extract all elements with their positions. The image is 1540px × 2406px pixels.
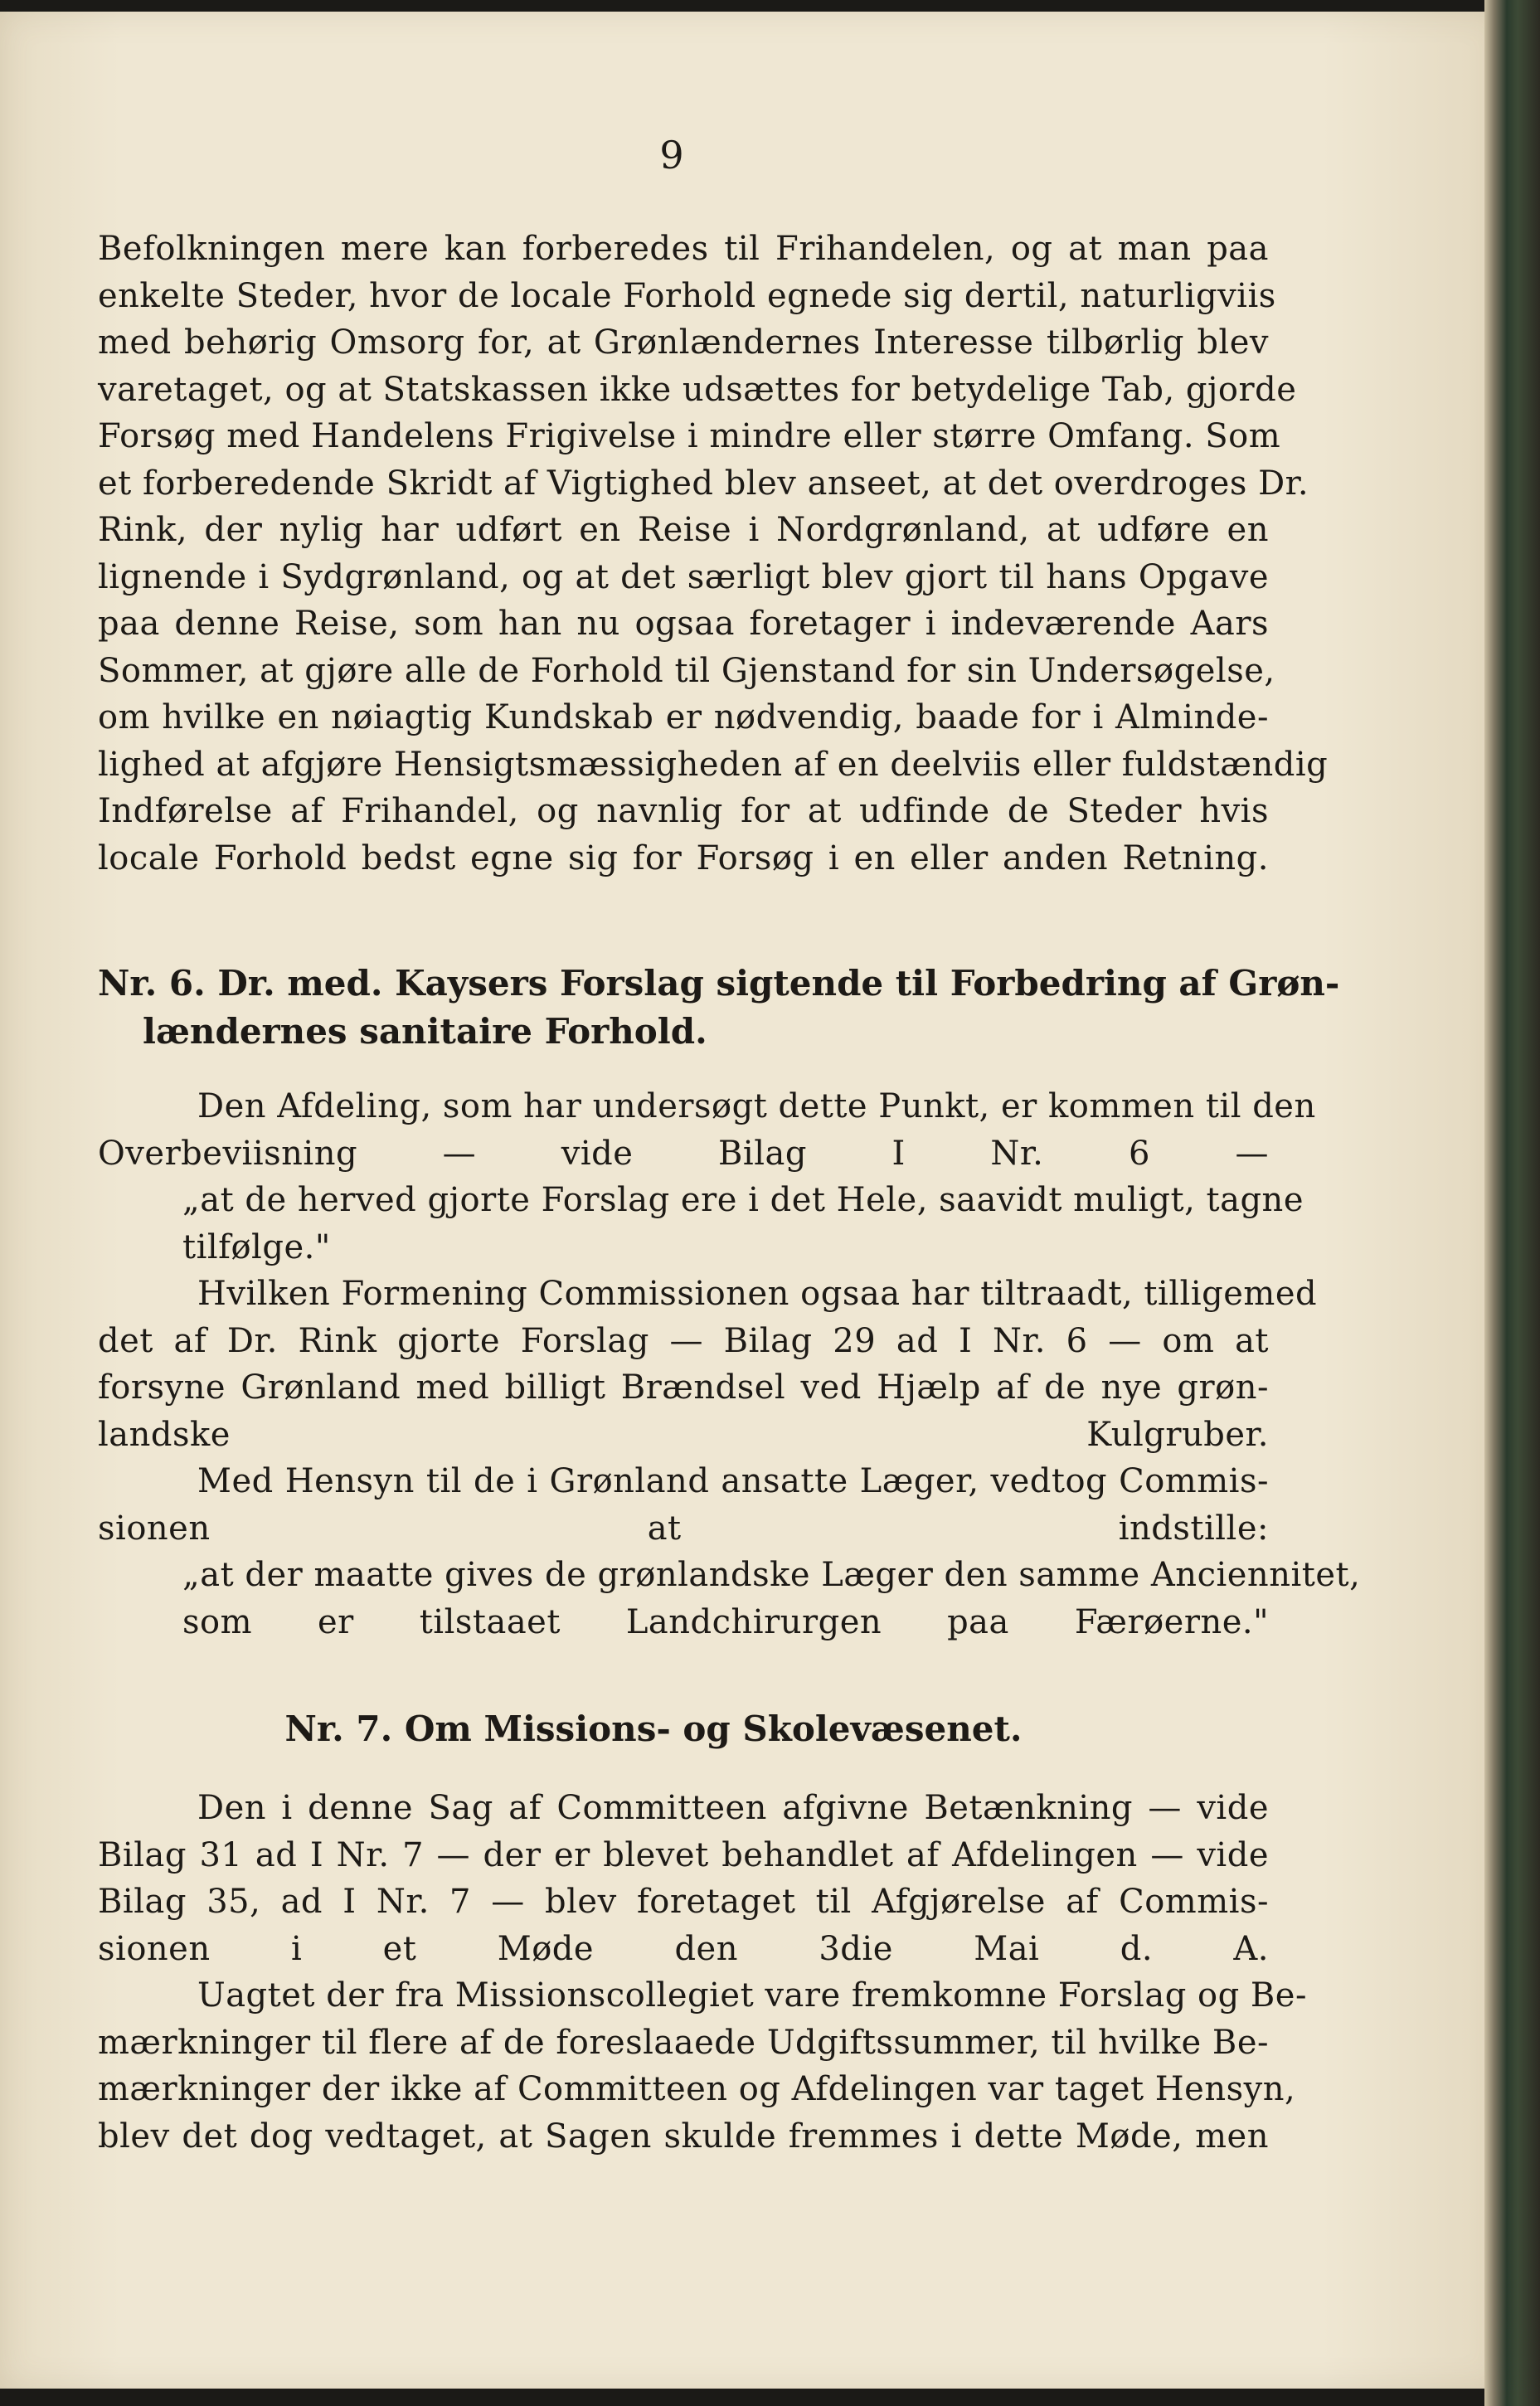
text-line: lighed at afgjøre Hensigtsmæssigheden af en deelviis eller fuldstændig xyxy=(98,745,1329,784)
text-line: Overbeviisning — vide Bilag I Nr. 6 — xyxy=(98,1134,1269,1173)
section-heading-nr-7: Nr. 7. Om Missions- og Skolevæsenet. xyxy=(284,1709,1023,1749)
section-heading-nr-6 xyxy=(98,960,1340,1056)
text-line: om hvilke en nøiagtig Kundskab er nødvendig, baade for i Alminde- xyxy=(98,698,1269,736)
section-6-body xyxy=(98,1083,1361,1645)
text-line: tilfølge." xyxy=(182,1227,331,1266)
text-line: Rink, der nylig har udført en Reise i Nordgrønland, at udføre en xyxy=(98,511,1269,549)
text-line: mærkninger der ikke af Committeen og Afdelingen var taget Hensyn, xyxy=(98,2070,1296,2108)
text-line: Forsøg med Handelens Frigivelse i mindre eller større Omfang. Som xyxy=(98,417,1281,455)
text-line: „at de herved gjorte Forslag ere i det Hele, saavidt muligt, tagne xyxy=(182,1181,1304,1219)
text-line: med behørig Omsorg for, at Grønlændernes Interesse tilbørlig blev xyxy=(98,323,1269,362)
text-line: mærkninger til flere af de foreslaaede Udgiftssummer, til hvilke Be- xyxy=(98,2023,1269,2062)
text-line: sionen i et Møde den 3die Mai d. A. xyxy=(98,1929,1269,1968)
text-line: Bilag 35, ad I Nr. 7 — blev foretaget til Afgjørelse af Commis- xyxy=(98,1883,1269,1921)
text-line: Hvilken Formening Commissionen ogsaa har tiltraadt, tilligemed xyxy=(197,1275,1318,1313)
text-line: „at der maatte gives de grønlandske Læger den samme Anciennitet, xyxy=(182,1556,1361,1594)
text-line: Med Hensyn til de i Grønland ansatte Læger, vedtog Commis- xyxy=(197,1462,1269,1500)
text-line: Den Afdeling, som har undersøgt dette Punkt, er kommen til den xyxy=(197,1087,1316,1125)
text-line: paa denne Reise, som han nu ogsaa foretager i indeværende Aars xyxy=(98,605,1269,643)
heading-6-line-2: lændernes sanitaire Forhold. xyxy=(143,1011,707,1052)
text-line: det af Dr. Rink gjorte Forslag — Bilag 29 ad I Nr. 6 — om at xyxy=(98,1321,1269,1360)
text-line: Befolkningen mere kan forberedes til Frihandelen, og at man paa xyxy=(98,230,1269,268)
text-line: Uagtet der fra Missionscollegiet vare fremkomne Forslag og Be- xyxy=(197,1976,1307,2015)
book-page xyxy=(0,12,1503,2389)
text-line: Bilag 31 ad I Nr. 7 — der er blevet behandlet af Afdelingen — vide xyxy=(98,1835,1269,1874)
text-line: landske Kulgruber. xyxy=(98,1415,1269,1454)
text-line: locale Forhold bedst egne sig for Forsøg i en eller anden Retning. xyxy=(98,838,1269,877)
text-line: Den i denne Sag af Committeen afgivne Betænkning — vide xyxy=(197,1789,1269,1827)
text-line: sionen at indstille: xyxy=(98,1509,1269,1548)
text-line: lignende i Sydgrønland, og at det særligt blev gjort til hans Opgave xyxy=(98,557,1269,596)
text-line: et forberedende Skridt af Vigtighed blev anseet, at det overdroges Dr. xyxy=(98,464,1309,503)
text-line: forsyne Grønland med billigt Brændsel ved Hjælp af de nye grøn- xyxy=(98,1368,1269,1407)
text-line: enkelte Steder, hvor de locale Forhold egnede sig dertil, naturligviis xyxy=(98,276,1276,315)
text-line: varetaget, og at Statskassen ikke udsættes for betydelige Tab, gjorde xyxy=(98,370,1297,409)
text-line: blev det dog vedtaget, at Sagen skulde fremmes i dette Møde, men xyxy=(98,2117,1269,2156)
text-line: som er tilstaaet Landchirurgen paa Færøerne." xyxy=(182,1602,1269,1641)
section-7-body xyxy=(98,1785,1307,2160)
heading-6-line-1: Nr. 6. Dr. med. Kaysers Forslag sigtende til Forbedring af Grøn- xyxy=(98,963,1340,1004)
page-number: 9 xyxy=(659,133,684,177)
book-spine-edge xyxy=(1484,0,1540,2406)
text-line: Sommer, at gjøre alle de Forhold til Gjenstand for sin Undersøgelse, xyxy=(98,651,1275,690)
paragraph-1 xyxy=(98,226,1329,882)
text-line: Indførelse af Frihandel, og navnlig for at udfinde de Steder hvis xyxy=(98,792,1269,830)
